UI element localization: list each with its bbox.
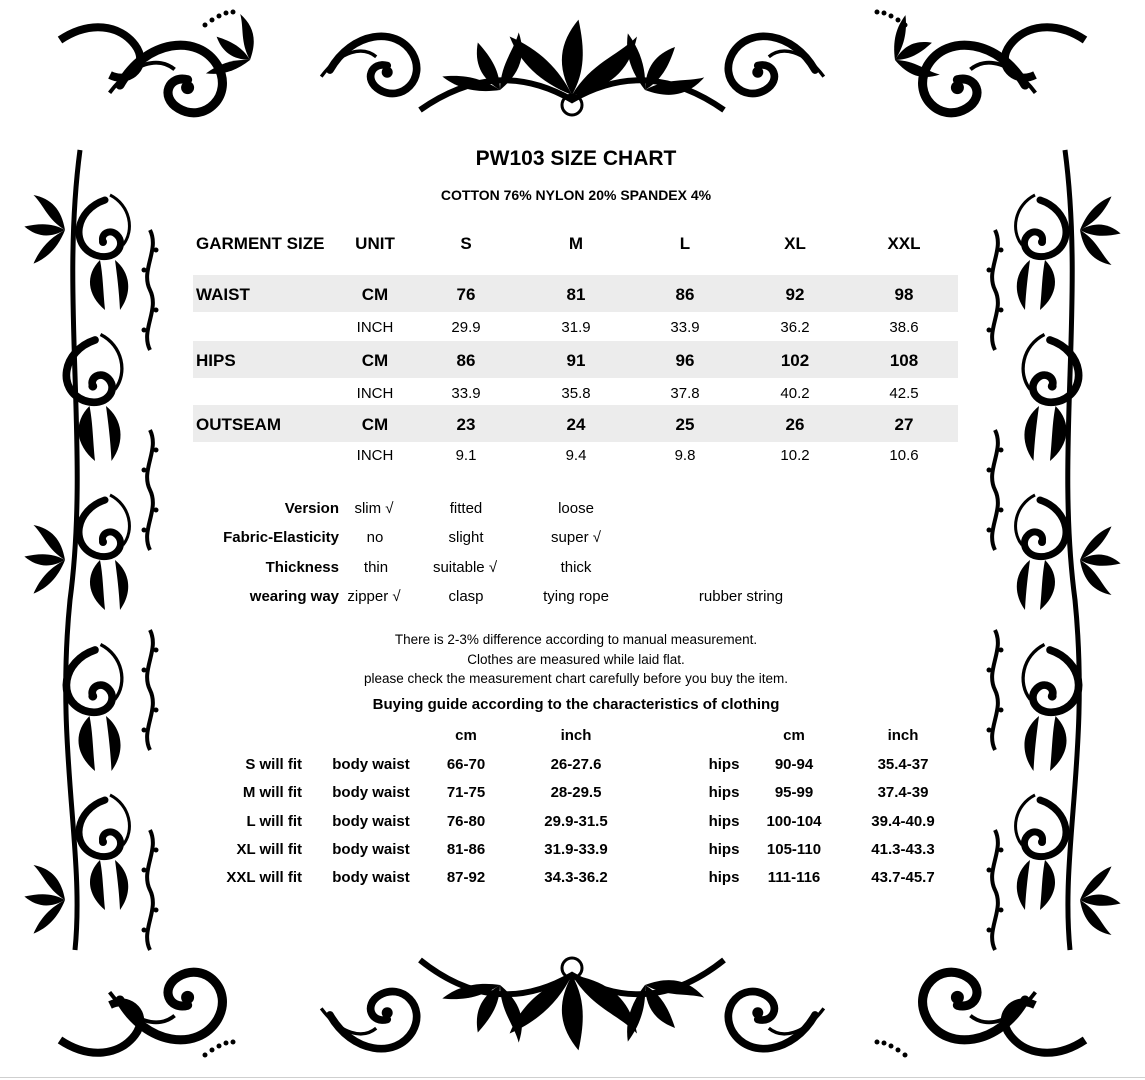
measure-label: OUTSEAM (196, 415, 281, 434)
guide-cell: 35.4-37 (877, 756, 929, 773)
table-cell: 96 (675, 351, 695, 370)
guide-header-cm: cm (455, 727, 477, 744)
guide-size: XXL will fit (226, 869, 302, 886)
note-line: Clothes are measured while laid flat. (467, 652, 685, 667)
attr-option: thin (363, 559, 389, 576)
attr-option: tying rope (543, 588, 609, 605)
attr-label-elasticity: Fabric-Elasticity (223, 529, 339, 546)
table-cell: 35.8 (561, 385, 591, 402)
table-cell: 27 (894, 415, 914, 434)
table-cell: 92 (785, 285, 805, 304)
guide-part: hips (708, 813, 740, 830)
table-cell: 9.8 (674, 447, 696, 464)
guide-part: body waist (332, 784, 410, 801)
table-cell: 29.9 (451, 319, 481, 336)
guide-part: body waist (332, 841, 410, 858)
guide-cell: 100-104 (766, 813, 822, 830)
table-cell: 10.6 (889, 447, 919, 464)
attr-option: suitable √ (432, 559, 498, 576)
attr-option: clasp (448, 588, 484, 605)
table-cell: 91 (566, 351, 586, 370)
guide-cell: 41.3-43.3 (871, 841, 935, 858)
attr-option: super √ (551, 529, 601, 546)
table-cell: 26 (785, 415, 805, 434)
guide-part: body waist (332, 813, 410, 830)
measure-label: WAIST (196, 285, 250, 304)
guide-cell: 90-94 (774, 756, 814, 773)
table-cell: 10.2 (780, 447, 810, 464)
table-cell: 102 (780, 351, 810, 370)
header-size-m: M (568, 234, 584, 253)
guide-cell: 39.4-40.9 (871, 813, 935, 830)
table-cell: 9.4 (565, 447, 587, 464)
bottom-divider (0, 1077, 1145, 1078)
table-cell: 42.5 (889, 385, 919, 402)
note-line: please check the measurement chart carefully before you buy the item. (364, 671, 788, 686)
table-cell: 38.6 (889, 319, 919, 336)
table-cell: 31.9 (561, 319, 591, 336)
unit-cell: INCH (356, 385, 394, 402)
header-size-l: L (679, 234, 691, 253)
guide-cell: 28-29.5 (550, 784, 602, 801)
guide-part: hips (708, 869, 740, 886)
attr-label-wearing-way: wearing way (249, 588, 339, 605)
buying-guide-heading: Buying guide according to the characteristics of clothing (372, 696, 780, 713)
guide-size: XL will fit (236, 841, 302, 858)
table-cell: 25 (675, 415, 695, 434)
table-cell: 9.1 (455, 447, 477, 464)
guide-cell: 34.3-36.2 (544, 869, 608, 886)
unit-cell: INCH (356, 319, 394, 336)
guide-header-inch: inch (887, 727, 919, 744)
unit-cell: CM (361, 351, 389, 370)
attr-option: fitted (449, 500, 483, 517)
header-size-xxl: XXL (887, 234, 921, 253)
table-cell: 98 (894, 285, 914, 304)
guide-header-inch: inch (560, 727, 592, 744)
guide-size: M will fit (242, 784, 302, 801)
guide-part: body waist (332, 756, 410, 773)
guide-header-cm: cm (783, 727, 805, 744)
guide-cell: 43.7-45.7 (871, 869, 935, 886)
guide-size: L will fit (246, 813, 302, 830)
table-cell: 86 (675, 285, 695, 304)
guide-cell: 26-27.6 (550, 756, 602, 773)
guide-cell: 66-70 (446, 756, 486, 773)
header-unit: UNIT (355, 234, 395, 253)
guide-cell: 95-99 (774, 784, 814, 801)
header-garment-size: GARMENT SIZE (196, 234, 325, 253)
attr-option: thick (560, 559, 592, 576)
table-cell: 108 (889, 351, 919, 370)
table-cell: 76 (456, 285, 476, 304)
attr-label-thickness: Thickness (265, 559, 339, 576)
guide-cell: 111-116 (767, 869, 821, 886)
table-cell: 24 (566, 415, 586, 434)
guide-cell: 81-86 (446, 841, 486, 858)
attr-option: zipper √ (347, 588, 401, 605)
table-cell: 86 (456, 351, 476, 370)
note-line: There is 2-3% difference according to manual measurement. (394, 632, 758, 647)
table-cell: 36.2 (780, 319, 810, 336)
table-cell: 33.9 (451, 385, 481, 402)
header-size-xl: XL (784, 234, 806, 253)
guide-part: hips (708, 841, 740, 858)
table-cell: 40.2 (780, 385, 810, 402)
guide-cell: 29.9-31.5 (544, 813, 608, 830)
unit-cell: INCH (356, 447, 394, 464)
attr-option: rubber string (698, 588, 784, 605)
unit-cell: CM (361, 415, 389, 434)
table-cell: 33.9 (670, 319, 700, 336)
guide-cell: 71-75 (446, 784, 486, 801)
unit-cell: CM (361, 285, 389, 304)
guide-part: hips (708, 784, 740, 801)
attr-option: loose (558, 500, 594, 517)
table-cell: 81 (566, 285, 586, 304)
fabric-composition: COTTON 76% NYLON 20% SPANDEX 4% (440, 187, 712, 203)
header-size-s: S (460, 234, 472, 253)
attr-label-version: Version (284, 500, 339, 517)
guide-cell: 76-80 (446, 813, 486, 830)
guide-size: S will fit (245, 756, 302, 773)
guide-cell: 31.9-33.9 (544, 841, 608, 858)
page-title: PW103 SIZE CHART (475, 147, 677, 170)
table-cell: 23 (456, 415, 476, 434)
measure-label: HIPS (196, 351, 236, 370)
guide-cell: 105-110 (766, 841, 822, 858)
attr-option: no (366, 529, 384, 546)
guide-part: hips (708, 756, 740, 773)
guide-part: body waist (332, 869, 410, 886)
attr-option: slim √ (354, 500, 394, 517)
guide-cell: 37.4-39 (877, 784, 929, 801)
guide-cell: 87-92 (446, 869, 486, 886)
attr-option: slight (448, 529, 484, 546)
table-cell: 37.8 (670, 385, 700, 402)
